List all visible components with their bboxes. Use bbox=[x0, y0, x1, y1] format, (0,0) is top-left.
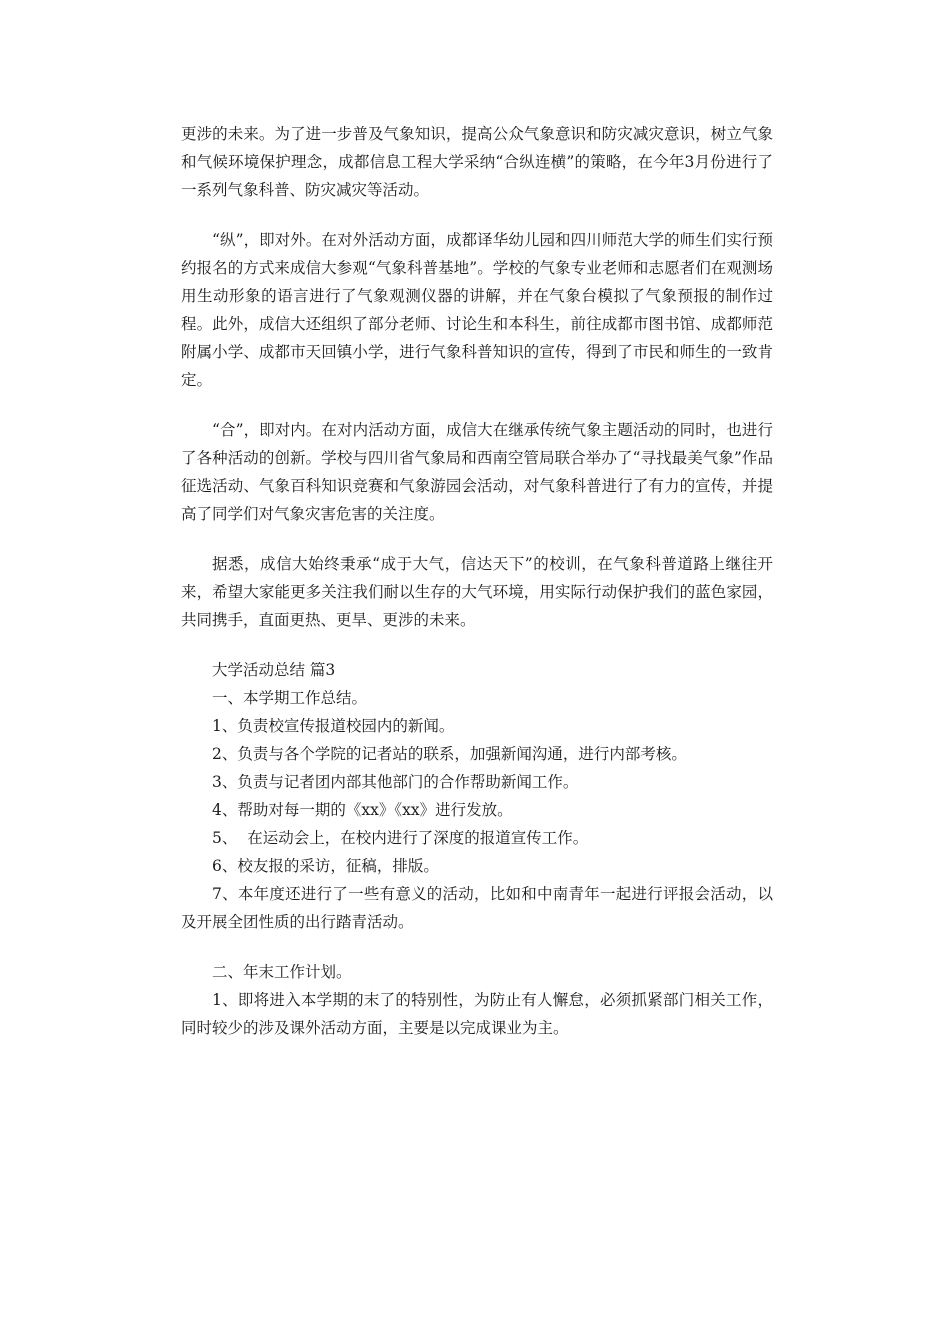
list-item: 1、即将进入本学期的末了的特别性，为防止有人懈怠，必须抓紧部门相关工作，同时较少的涉及课外活动方面，主要是以完成课业为主。 bbox=[181, 991, 773, 1037]
paragraph-intro: 更涉的未来。为了进一步普及气象知识，提高公众气象意识和防灾减灾意识，树立气象和气候环境保护理念，成都信息工程大学采纳“合纵连横”的策略，在今年3月份进行了一系列气象科普、防灾减灾等活动。 bbox=[181, 125, 773, 199]
paragraph-zong: “纵”，即对外。在对外活动方面，成都译华幼儿园和四川师范大学的师生们实行预约报名的方式来成信大参观“气象科普基地”。学校的气象专业老师和志愿者们在观测场用生动形象的语言进行了气象观测仪器的讲解，并在气象台模拟了气象预报的制作过程。此外，成信大还组织了部分老师、讨论生和本科生，前往成都市图书馆、成都师范附属小学、成都市天回镇小学，进行气象科普知识的宣传，得到了市民和师生的一致肯定。 bbox=[181, 231, 773, 389]
document-page bbox=[181, 120, 773, 1042]
list-item: 5、 在运动会上，在校内进行了深度的报道宣传工作。 bbox=[212, 829, 589, 847]
part1-heading: 一、本学期工作总结。 bbox=[212, 689, 368, 707]
section-title: 大学活动总结 篇3 bbox=[212, 661, 336, 679]
list-item: 6、校友报的采访，征稿，排版。 bbox=[212, 857, 439, 875]
paragraph-he: “合”，即对内。在对内活动方面，成信大在继承传统气象主题活动的同时，也进行了各种活动的创新。学校与四川省气象局和西南空管局联合举办了“寻找最美气象”作品征选活动、气象百科知识竞赛和气象游园会活动，对气象科普进行了有力的宣传，并提高了同学们对气象灾害危害的关注度。 bbox=[181, 421, 773, 523]
part2-heading: 二、年末工作计划。 bbox=[212, 963, 352, 981]
paragraph-jusi: 据悉，成信大始终秉承“成于大气，信达天下”的校训，在气象科普道路上继往开来，希望大家能更多关注我们耐以生存的大气环境，用实际行动保护我们的蓝色家园，共同携手，直面更热、更旱、更涉的未来。 bbox=[181, 555, 773, 629]
list-item: 4、帮助对每一期的《xx》《xx》进行发放。 bbox=[212, 801, 513, 819]
list-item: 2、负责与各个学院的记者站的联系，加强新闻沟通，进行内部考核。 bbox=[212, 745, 687, 763]
list-item: 3、负责与记者团内部其他部门的合作帮助新闻工作。 bbox=[212, 773, 579, 791]
list-item: 1、负责校宣传报道校园内的新闻。 bbox=[212, 717, 455, 735]
list-item: 7、本年度还进行了一些有意义的活动，比如和中南青年一起进行评报会活动，以及开展全团性质的出行踏青活动。 bbox=[181, 885, 773, 931]
